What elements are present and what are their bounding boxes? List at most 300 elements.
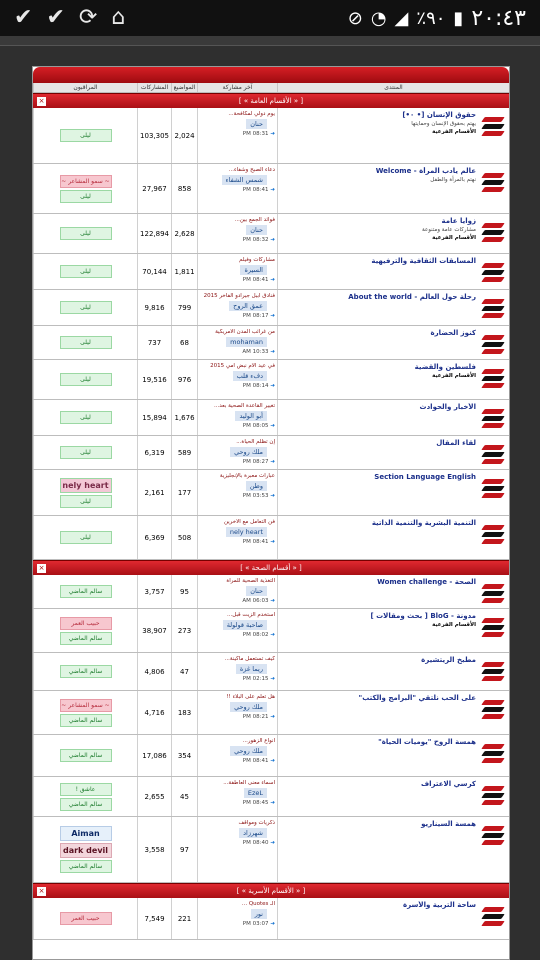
forum-title-link[interactable]: المسابقات الثقافية والترفيهية bbox=[371, 257, 476, 265]
moderators-cell bbox=[33, 290, 137, 325]
last-post-user[interactable]: نور bbox=[251, 909, 267, 919]
forum-status-icon bbox=[480, 658, 506, 684]
last-post-timestamp: AM 06:03 bbox=[242, 598, 269, 604]
forum-info bbox=[280, 363, 476, 379]
section-header[interactable] bbox=[33, 560, 509, 575]
last-post-user[interactable]: شمس الشفاء bbox=[222, 175, 267, 185]
forum-cell bbox=[277, 653, 509, 690]
last-post-cell bbox=[197, 609, 277, 652]
forum-cell bbox=[277, 777, 509, 816]
topics-count: 45 bbox=[171, 777, 197, 816]
forum-row bbox=[33, 254, 509, 290]
go-to-post-icon[interactable]: ➔ bbox=[268, 493, 275, 499]
forum-title-link[interactable]: الأخبار والحوادث bbox=[419, 403, 476, 411]
moderator-link[interactable]: ليلى bbox=[60, 301, 112, 314]
moderator-link[interactable]: سالم الماضي bbox=[60, 714, 112, 727]
last-post-title[interactable]: أنواع الزهور... bbox=[242, 738, 275, 744]
last-post-cell bbox=[197, 691, 277, 734]
check-icon: ✔ bbox=[14, 5, 33, 30]
last-post-title[interactable]: إن تظلم الحياة... bbox=[236, 439, 275, 445]
last-post-user[interactable]: EzeL bbox=[244, 788, 267, 798]
voicemail-icon: ⌂ bbox=[111, 5, 126, 30]
forum-table bbox=[32, 66, 510, 960]
last-post-cell bbox=[197, 214, 277, 253]
last-post-user[interactable]: حنان bbox=[246, 586, 267, 596]
forum-title-link[interactable]: Section Language English bbox=[374, 473, 476, 481]
battery-icon: ▮ bbox=[453, 7, 464, 29]
last-post-user[interactable]: حنان bbox=[246, 119, 267, 129]
moderator-link[interactable]: ليلى bbox=[60, 265, 112, 278]
forum-cell bbox=[277, 817, 509, 882]
topics-count: 221 bbox=[171, 898, 197, 939]
go-to-post-icon[interactable]: ➔ bbox=[268, 539, 275, 545]
moderator-link[interactable]: سالم الماضي bbox=[60, 665, 112, 678]
forum-title-link[interactable]: الصحة - Women challenge bbox=[377, 578, 476, 586]
forum-row bbox=[33, 108, 509, 164]
forum-info bbox=[280, 439, 476, 447]
posts-count: 3,558 bbox=[137, 817, 171, 882]
forum-cell bbox=[277, 516, 509, 559]
moderator-link[interactable]: dark devil bbox=[60, 843, 112, 858]
last-post-time bbox=[200, 539, 275, 545]
forum-title-link[interactable]: رحلة حول العالم - About the world bbox=[348, 293, 476, 301]
forum-info bbox=[280, 780, 476, 788]
moderators-cell bbox=[33, 360, 137, 399]
section-title: [ « أقسام الصحة » ] bbox=[240, 564, 302, 572]
topics-count: 858 bbox=[171, 164, 197, 213]
collapse-button[interactable]: × bbox=[38, 564, 45, 572]
forum-row bbox=[33, 609, 509, 653]
moderator-link[interactable]: سالم الماضي bbox=[60, 749, 112, 762]
moderator-link[interactable]: ليلى bbox=[60, 373, 112, 386]
last-post-cell bbox=[197, 516, 277, 559]
forum-status-icon bbox=[480, 580, 506, 606]
last-post-timestamp: PM 08:02 bbox=[242, 632, 269, 638]
last-post-time bbox=[200, 758, 275, 764]
last-post-title[interactable]: في عيد الأم نبض أمي 2015 bbox=[210, 363, 275, 369]
last-post-cell bbox=[197, 436, 277, 469]
forum-info bbox=[280, 167, 476, 183]
forum-title-link[interactable]: ساحة التربية والأسرة bbox=[403, 901, 476, 909]
moderator-link[interactable]: ليلى bbox=[60, 190, 112, 203]
topics-count: 1,811 bbox=[171, 254, 197, 289]
last-post-time bbox=[200, 676, 275, 682]
forum-info bbox=[280, 901, 476, 909]
forum-row bbox=[33, 164, 509, 214]
forum-cell bbox=[277, 898, 509, 939]
topics-count: 68 bbox=[171, 326, 197, 359]
last-post-time bbox=[200, 493, 275, 499]
forum-info bbox=[280, 111, 476, 135]
column-last-post: آخر مشاركة bbox=[197, 83, 277, 92]
moderators-cell bbox=[33, 777, 137, 816]
moderators-cell bbox=[33, 735, 137, 776]
moderator-link[interactable]: ليلى bbox=[60, 129, 112, 142]
last-post-user[interactable]: ملك روحي bbox=[230, 702, 267, 712]
posts-count: 2,161 bbox=[137, 470, 171, 515]
go-to-post-icon[interactable]: ➔ bbox=[268, 840, 275, 846]
signal-icon: ◢ bbox=[394, 7, 409, 29]
moderator-link[interactable]: سالم الماضي bbox=[60, 585, 112, 598]
go-to-post-icon[interactable]: ➔ bbox=[268, 131, 275, 137]
forum-row bbox=[33, 326, 509, 360]
last-post-user[interactable]: السيرة bbox=[240, 265, 267, 275]
forum-status-icon bbox=[480, 614, 506, 640]
last-post-cell bbox=[197, 400, 277, 435]
forum-status-icon bbox=[480, 475, 506, 501]
topics-count: 508 bbox=[171, 516, 197, 559]
last-post-timestamp: PM 08:32 bbox=[242, 237, 269, 243]
forum-status-icon bbox=[480, 405, 506, 431]
moderators-cell bbox=[33, 326, 137, 359]
last-post-time bbox=[200, 349, 275, 355]
last-post-timestamp: PM 08:27 bbox=[242, 459, 269, 465]
moderators-cell bbox=[33, 436, 137, 469]
forum-status-icon bbox=[480, 219, 506, 245]
forum-title-link[interactable]: زوايا عامة bbox=[441, 217, 476, 225]
forum-row bbox=[33, 735, 509, 777]
posts-count: 27,967 bbox=[137, 164, 171, 213]
forum-row bbox=[33, 575, 509, 609]
last-post-title[interactable]: تغيير القاعدة الصحية بعد... bbox=[214, 403, 275, 409]
forum-status-icon bbox=[480, 169, 506, 195]
last-post-user[interactable]: ريما غزة bbox=[236, 664, 267, 674]
posts-count: 6,369 bbox=[137, 516, 171, 559]
forum-title-link[interactable]: مدونة - BloG [ بحث ومقالات ] bbox=[370, 612, 476, 620]
posts-count: 9,816 bbox=[137, 290, 171, 325]
forum-cell bbox=[277, 575, 509, 608]
moderator-link[interactable]: ليلى bbox=[60, 495, 112, 508]
last-post-title[interactable]: استخدم الزيت قبل... bbox=[226, 612, 275, 618]
forum-title-link[interactable]: مطبخ الريتشيرة bbox=[421, 656, 476, 664]
last-post-title[interactable]: ذكريات ومواقف bbox=[238, 820, 275, 826]
status-icons-right bbox=[348, 6, 526, 31]
forum-row bbox=[33, 653, 509, 691]
section-header[interactable] bbox=[33, 93, 509, 108]
go-to-post-icon[interactable]: ➔ bbox=[268, 800, 275, 806]
forum-status-icon bbox=[480, 822, 506, 848]
forum-cell bbox=[277, 108, 509, 163]
last-post-time bbox=[200, 423, 275, 429]
forum-cell bbox=[277, 691, 509, 734]
column-forum: المنتدى bbox=[277, 83, 509, 92]
last-post-cell bbox=[197, 777, 277, 816]
posts-count: 15,894 bbox=[137, 400, 171, 435]
last-post-timestamp: PM 08:31 bbox=[242, 131, 269, 137]
last-post-title[interactable]: فن التعامل مع الآخرين bbox=[223, 519, 275, 525]
forum-description: مشاركات عامة ومتنوعة bbox=[422, 227, 476, 233]
moderators-cell bbox=[33, 516, 137, 559]
moderators-cell bbox=[33, 653, 137, 690]
moderators-cell bbox=[33, 817, 137, 882]
last-post-timestamp: PM 08:41 bbox=[242, 539, 269, 545]
forum-info bbox=[280, 403, 476, 411]
column-topics: المواضيع bbox=[171, 83, 197, 92]
forum-status-icon bbox=[480, 331, 506, 357]
collapse-button[interactable]: × bbox=[38, 887, 45, 895]
forum-row bbox=[33, 436, 509, 470]
go-to-post-icon[interactable]: ➔ bbox=[268, 349, 275, 355]
forum-status-icon bbox=[480, 113, 506, 139]
last-post-timestamp: PM 08:14 bbox=[242, 383, 269, 389]
last-post-title[interactable]: التغذية الصحية للمرأة bbox=[226, 578, 275, 584]
moderator-link[interactable]: ليلى bbox=[60, 336, 112, 349]
moderators-cell bbox=[33, 691, 137, 734]
moderator-link[interactable]: ~ سمو المشاعر ~ bbox=[60, 699, 112, 712]
last-post-timestamp: PM 03:07 bbox=[242, 921, 269, 927]
last-post-cell bbox=[197, 735, 277, 776]
clock: ٢٠:٤٣ bbox=[471, 5, 526, 31]
forum-title-link[interactable]: التنمية البشرية والتنمية الذاتية bbox=[371, 519, 476, 527]
last-post-title[interactable]: الـ Quotes ... bbox=[241, 901, 275, 907]
forum-row bbox=[33, 360, 509, 400]
moderators-cell bbox=[33, 108, 137, 163]
last-post-title[interactable]: فنادق أبيل جيرادو الفاخر 2015 bbox=[203, 293, 275, 299]
check-icon: ✔ bbox=[46, 5, 65, 30]
last-post-user[interactable]: صاحبة قولولة bbox=[223, 620, 267, 630]
last-post-timestamp: PM 08:05 bbox=[242, 423, 269, 429]
last-post-title[interactable]: مشاركات وفيلم bbox=[239, 257, 275, 263]
subforums-label[interactable]: الأقسام الفرعية bbox=[432, 129, 476, 135]
forum-status-icon bbox=[480, 259, 506, 285]
forum-info bbox=[280, 293, 476, 301]
go-to-post-icon[interactable]: ➔ bbox=[268, 921, 275, 927]
moderator-link[interactable]: ليلى bbox=[60, 446, 112, 459]
moderator-link[interactable]: ليلى bbox=[60, 531, 112, 544]
last-post-timestamp: PM 02:15 bbox=[242, 676, 269, 682]
moderator-link[interactable]: حبيب العمر bbox=[60, 617, 112, 630]
moderator-link[interactable]: ليلى bbox=[60, 411, 112, 424]
last-post-user[interactable]: ملك روحي bbox=[230, 746, 267, 756]
battery-level: ٩٠٪ bbox=[416, 7, 446, 29]
section-title: [ « الأقسام العامة » ] bbox=[238, 97, 304, 105]
last-post-timestamp: PM 03:53 bbox=[242, 493, 269, 499]
posts-count: 17,086 bbox=[137, 735, 171, 776]
forum-status-icon bbox=[480, 441, 506, 467]
last-post-time bbox=[200, 714, 275, 720]
forum-title-link[interactable]: همسة السيناريو bbox=[421, 820, 476, 828]
topics-count: 273 bbox=[171, 609, 197, 652]
moderator-link[interactable]: سالم الماضي bbox=[60, 860, 112, 873]
section-header[interactable] bbox=[33, 883, 509, 898]
collapse-button[interactable]: × bbox=[38, 97, 45, 105]
last-post-user[interactable]: حنان bbox=[246, 225, 267, 235]
last-post-user[interactable]: ملك روحي bbox=[230, 447, 267, 457]
last-post-timestamp: PM 08:40 bbox=[242, 840, 269, 846]
sync-icon: ⟳ bbox=[78, 5, 98, 30]
forum-title-link[interactable]: لقاء المقال bbox=[436, 439, 476, 447]
forum-title-link[interactable]: فلسطين والقضية bbox=[414, 363, 476, 371]
forum-title-link[interactable]: كنوز الحضارة bbox=[430, 329, 476, 337]
subforums-label[interactable]: الأقسام الفرعية bbox=[432, 373, 476, 379]
last-post-time bbox=[200, 840, 275, 846]
go-to-post-icon[interactable]: ➔ bbox=[268, 632, 275, 638]
moderators-cell bbox=[33, 575, 137, 608]
last-post-user[interactable]: أبو الوليد bbox=[235, 411, 267, 421]
moderators-cell bbox=[33, 898, 137, 939]
forum-description: يهتم بحقوق الإنسان وحمايتها bbox=[411, 121, 476, 127]
last-post-title[interactable]: يوم دولي لمكافحة... bbox=[228, 111, 275, 117]
go-to-post-icon[interactable]: ➔ bbox=[268, 313, 275, 319]
last-post-cell bbox=[197, 108, 277, 163]
posts-count: 19,516 bbox=[137, 360, 171, 399]
forum-info bbox=[280, 329, 476, 337]
last-post-title[interactable]: دعاء الصبح وشفاء... bbox=[228, 167, 275, 173]
topics-count: 177 bbox=[171, 470, 197, 515]
go-to-post-icon[interactable]: ➔ bbox=[268, 676, 275, 682]
moderator-link[interactable]: حبيب العمر bbox=[60, 912, 112, 925]
forum-info bbox=[280, 519, 476, 527]
moderators-cell bbox=[33, 609, 137, 652]
forum-header-bar bbox=[33, 67, 509, 83]
last-post-time bbox=[200, 598, 275, 604]
forum-status-icon bbox=[480, 295, 506, 321]
topics-count: 354 bbox=[171, 735, 197, 776]
last-post-time bbox=[200, 187, 275, 193]
forum-row bbox=[33, 691, 509, 735]
topics-count: 97 bbox=[171, 817, 197, 882]
forum-cell bbox=[277, 360, 509, 399]
moderators-cell bbox=[33, 214, 137, 253]
forum-cell bbox=[277, 400, 509, 435]
browser-tab-strip bbox=[0, 36, 540, 46]
moderator-link[interactable]: ~ سمو المشاعر ~ bbox=[60, 175, 112, 188]
forum-title-link[interactable]: عالم يادب المرأة - Welcome bbox=[375, 167, 476, 175]
topics-count: 1,676 bbox=[171, 400, 197, 435]
last-post-cell bbox=[197, 326, 277, 359]
last-post-cell bbox=[197, 653, 277, 690]
moderator-link[interactable]: سالم الماضي bbox=[60, 798, 112, 811]
posts-count: 737 bbox=[137, 326, 171, 359]
go-to-post-icon[interactable]: ➔ bbox=[268, 714, 275, 720]
last-post-user[interactable]: mohaman bbox=[226, 337, 267, 347]
last-post-cell bbox=[197, 254, 277, 289]
moderator-link[interactable]: عاشق ! bbox=[60, 783, 112, 796]
last-post-cell bbox=[197, 898, 277, 939]
column-moderators: المراقبون bbox=[33, 83, 137, 92]
go-to-post-icon[interactable]: ➔ bbox=[268, 187, 275, 193]
forum-status-icon bbox=[480, 740, 506, 766]
forum-title-link[interactable]: حقوق الإنسان [• ٠•] bbox=[402, 111, 476, 119]
forum-info bbox=[280, 656, 476, 664]
forum-status-icon bbox=[480, 365, 506, 391]
forum-status-icon bbox=[480, 782, 506, 808]
topics-count: 589 bbox=[171, 436, 197, 469]
forum-info bbox=[280, 738, 476, 746]
last-post-timestamp: PM 08:21 bbox=[242, 714, 269, 720]
forum-info bbox=[280, 578, 476, 586]
posts-count: 6,319 bbox=[137, 436, 171, 469]
forum-row bbox=[33, 898, 509, 940]
last-post-time bbox=[200, 313, 275, 319]
column-headers bbox=[33, 83, 509, 93]
column-posts: المشاركات bbox=[137, 83, 171, 92]
last-post-cell bbox=[197, 164, 277, 213]
forum-cell bbox=[277, 214, 509, 253]
moderators-cell bbox=[33, 470, 137, 515]
last-post-title[interactable]: كيف تستعمل ماكينة... bbox=[224, 656, 275, 662]
last-post-cell bbox=[197, 470, 277, 515]
forum-info bbox=[280, 612, 476, 628]
forum-cell bbox=[277, 326, 509, 359]
topics-count: 183 bbox=[171, 691, 197, 734]
topics-count: 799 bbox=[171, 290, 197, 325]
last-post-title[interactable]: عبارات معبرة بالإنجليزية bbox=[219, 473, 275, 479]
last-post-timestamp: PM 08:41 bbox=[242, 758, 269, 764]
forum-info bbox=[280, 257, 476, 265]
forum-title-link[interactable]: على الحب نلتقي "البرامج والكتب" bbox=[358, 694, 476, 702]
status-icons-left bbox=[14, 7, 125, 29]
topics-count: 2,024 bbox=[171, 108, 197, 163]
go-to-post-icon[interactable]: ➔ bbox=[268, 383, 275, 389]
last-post-time bbox=[200, 921, 275, 927]
forum-row bbox=[33, 214, 509, 254]
last-post-cell bbox=[197, 817, 277, 882]
forum-title-link[interactable]: همسة الروح "يوميات الحياة" bbox=[378, 738, 476, 746]
forum-info bbox=[280, 473, 476, 481]
forum-status-icon bbox=[480, 696, 506, 722]
forum-row bbox=[33, 777, 509, 817]
forum-cell bbox=[277, 164, 509, 213]
subforums-label[interactable]: الأقسام الفرعية bbox=[432, 622, 476, 628]
posts-count: 103,305 bbox=[137, 108, 171, 163]
forum-row bbox=[33, 817, 509, 883]
go-to-post-icon[interactable]: ➔ bbox=[268, 459, 275, 465]
last-post-timestamp: PM 08:17 bbox=[242, 313, 269, 319]
moderator-link[interactable]: سالم الماضي bbox=[60, 632, 112, 645]
moderator-link[interactable]: ليلى bbox=[60, 227, 112, 240]
last-post-user[interactable]: nely heart bbox=[226, 527, 267, 537]
last-post-user[interactable]: شهرزاد bbox=[239, 828, 267, 838]
last-post-title[interactable]: أسماء معنى العاطفة... bbox=[223, 780, 275, 786]
last-post-title[interactable]: هل تعلم على البلاء !! bbox=[226, 694, 275, 700]
last-post-time bbox=[200, 131, 275, 137]
topics-count: 95 bbox=[171, 575, 197, 608]
last-post-title[interactable]: فوائد الجمع بين... bbox=[234, 217, 275, 223]
go-to-post-icon[interactable]: ➔ bbox=[268, 758, 275, 764]
last-post-time bbox=[200, 237, 275, 243]
last-post-user[interactable]: وطن bbox=[246, 481, 267, 491]
moderators-cell bbox=[33, 400, 137, 435]
last-post-time bbox=[200, 632, 275, 638]
go-to-post-icon[interactable]: ➔ bbox=[268, 423, 275, 429]
go-to-post-icon[interactable]: ➔ bbox=[268, 237, 275, 243]
topics-count: 976 bbox=[171, 360, 197, 399]
moderator-link[interactable]: Aiman bbox=[60, 826, 112, 841]
moderator-link[interactable]: nely heart bbox=[60, 478, 112, 493]
last-post-timestamp: PM 08:45 bbox=[242, 800, 269, 806]
forum-status-icon bbox=[480, 903, 506, 929]
subforums-label[interactable]: الأقسام الفرعية bbox=[432, 235, 476, 241]
forum-title-link[interactable]: كرسي الاعتراف bbox=[421, 780, 476, 788]
last-post-user[interactable]: عمق الروح bbox=[229, 301, 267, 311]
forum-status-icon bbox=[480, 521, 506, 547]
go-to-post-icon[interactable]: ➔ bbox=[268, 277, 275, 283]
section-title: [ « الأقسام الأسرية » ] bbox=[236, 887, 306, 895]
last-post-title[interactable]: من غرائب المدن الأمريكية bbox=[215, 329, 275, 335]
forum-cell bbox=[277, 290, 509, 325]
status-bar bbox=[0, 0, 540, 36]
forum-cell bbox=[277, 609, 509, 652]
mute-icon: ⊘ bbox=[347, 7, 363, 29]
go-to-post-icon[interactable]: ➔ bbox=[268, 598, 275, 604]
last-post-user[interactable]: دفء قلب bbox=[233, 371, 267, 381]
moderators-cell bbox=[33, 254, 137, 289]
last-post-timestamp: PM 08:41 bbox=[242, 277, 269, 283]
last-post-timestamp: PM 08:41 bbox=[242, 187, 269, 193]
forum-cell bbox=[277, 735, 509, 776]
last-post-cell bbox=[197, 575, 277, 608]
